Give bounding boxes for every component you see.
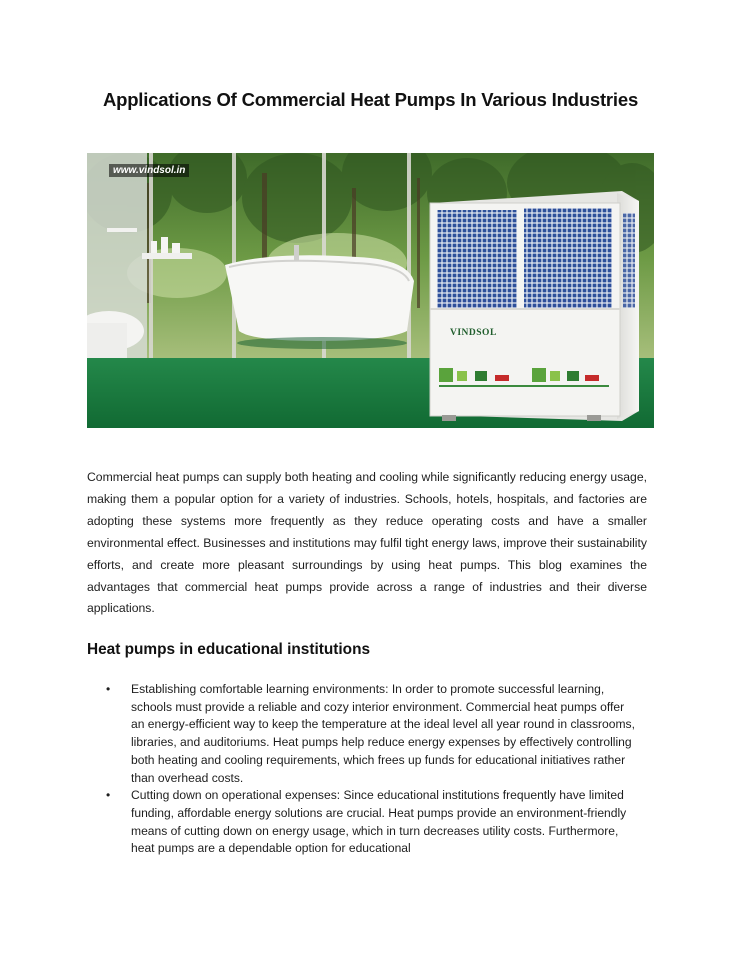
unit-brand-logo: VINDSOL	[450, 328, 497, 338]
list-item	[104, 681, 639, 787]
intro-paragraph: Commercial heat pumps can supply both heating and cooling while significantly reducing energy usage, making them a popular option for a variety of industries. Schools, hotels, hospitals, and factories are adopting these systems more frequently as they reduce operating costs and have a smaller environmental effect. Businesses and institutions may fulfil tight energy laws, improve their sustainability efforts, and create more pleasant surroundings by using heat pumps. This blog examines the advantages that commercial heat pumps provide across a range of industries and their diverse applications.	[87, 470, 647, 616]
heat-pump-unit	[430, 191, 639, 421]
bullet-list	[104, 681, 639, 858]
page-title: Applications Of Commercial Heat Pumps In Various Industries	[102, 89, 639, 110]
list-item-text: Cutting down on operational expenses: Since educational institutions frequently have limited funding, affordable energy solutions are crucial. Heat pumps provide an environment-friendly means of cutting down on energy usage, which in turn decreases utility costs. Furthermore, heat pumps are a dependable option for educational	[131, 788, 627, 856]
watermark-url: www.vindsol.in	[109, 164, 189, 177]
hero-image	[87, 153, 654, 428]
list-item	[104, 787, 639, 858]
bullet-marker: •	[106, 788, 111, 803]
section-heading: Heat pumps in educational institutions	[87, 641, 371, 658]
bathroom-heat-pump-illustration	[87, 153, 654, 428]
bullet-marker: •	[106, 682, 111, 696]
list-item-text: Establishing comfortable learning environments: In order to promote successful learning, schools must provide a reliable and cozy interior environment. Commercial heat pumps offer an energy-efficient way to keep the temperature at the ideal level all year round in classrooms, libraries, and auditoriums. Heat pumps help reduce energy expenses by effectively controlling both heating and cooling requirements, which frees up funds for educational initiatives rather than overhead costs.	[131, 682, 635, 785]
